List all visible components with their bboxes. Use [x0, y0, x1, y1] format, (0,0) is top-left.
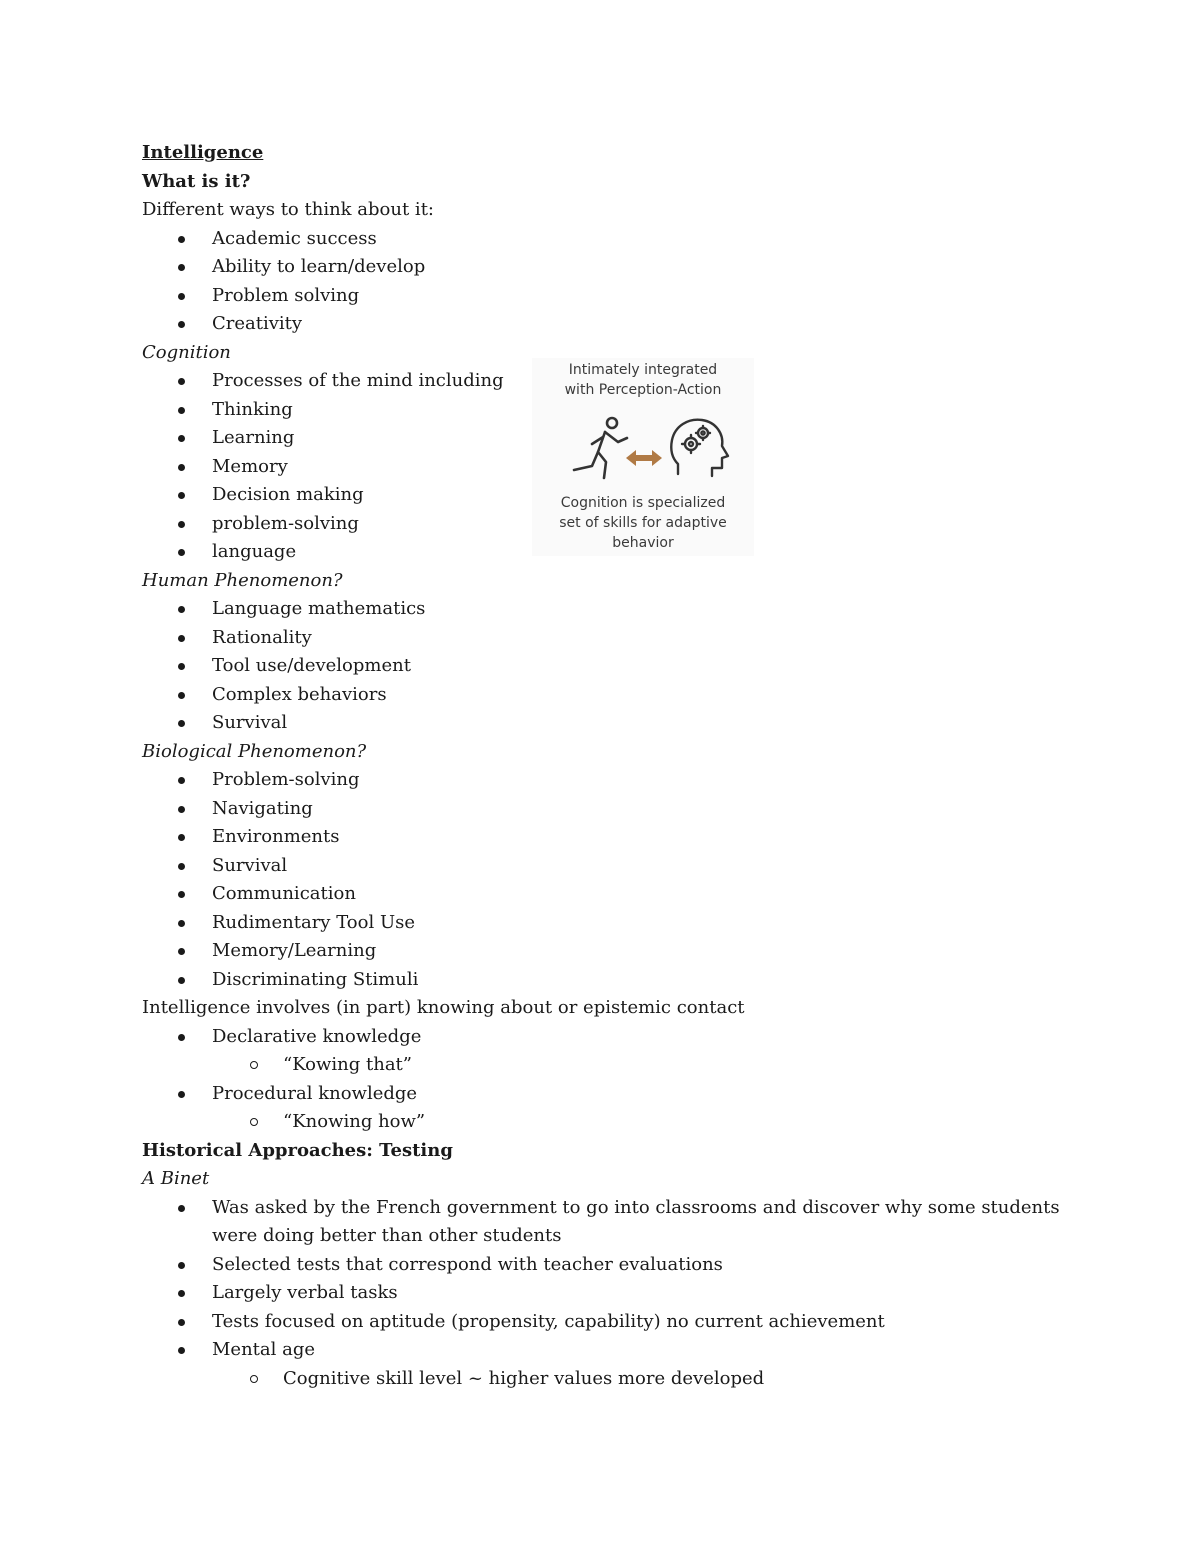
epistemic-intro: Intelligence involves (in part) knowing about or epistemic contact — [142, 997, 745, 1018]
list-item: Creativity — [142, 310, 1082, 339]
head-gears-icon — [671, 420, 728, 476]
list-item: Communication — [142, 880, 1082, 909]
document-body — [142, 139, 1082, 1393]
list-item: Selected tests that correspond with teacher evaluations — [142, 1251, 1082, 1280]
list-item: Decision making — [142, 481, 1082, 510]
cognition-figure — [532, 358, 754, 556]
biological-heading: Biological Phenomenon? — [142, 740, 367, 762]
running-person-icon — [574, 418, 627, 478]
intro-text: Different ways to think about it: — [142, 199, 434, 220]
list-item: Learning — [142, 424, 1082, 453]
section-heading-what: What is it? — [142, 170, 251, 192]
ways-list — [142, 225, 1082, 339]
figure-caption-bottom — [532, 493, 754, 553]
list-item: Ability to learn/develop — [142, 253, 1082, 282]
list-item: Survival — [142, 852, 1082, 881]
list-item: Rationality — [142, 624, 1082, 653]
list-item: Discriminating Stimuli — [142, 966, 1082, 995]
cognition-heading: Cognition — [142, 341, 231, 363]
sub-list-item: “Kowing that” — [142, 1051, 1082, 1080]
list-item: Memory/Learning — [142, 937, 1082, 966]
list-item: Mental age — [142, 1336, 1082, 1365]
list-item: Language mathematics — [142, 595, 1082, 624]
sub-list-item: “Knowing how” — [142, 1108, 1082, 1137]
caption-line: set of skills for adaptive — [559, 515, 727, 531]
list-item: Academic success — [142, 225, 1082, 254]
list-item: Processes of the mind including — [142, 367, 1082, 396]
list-item: Survival — [142, 709, 1082, 738]
double-arrow-icon — [626, 450, 662, 466]
list-item: Complex behaviors — [142, 681, 1082, 710]
biological-list — [142, 766, 1082, 994]
list-item: language — [142, 538, 1082, 567]
figure-caption-top — [532, 360, 754, 400]
historical-heading: Historical Approaches: Testing — [142, 1139, 453, 1161]
human-heading: Human Phenomenon? — [142, 569, 343, 591]
caption-line: behavior — [612, 535, 674, 551]
knowledge-list — [142, 1023, 1082, 1137]
figure-illustration — [532, 410, 754, 490]
list-item: Tests focused on aptitude (propensity, capability) no current achievement — [142, 1308, 1082, 1337]
list-item: Largely verbal tasks — [142, 1279, 1082, 1308]
list-item: Procedural knowledge — [142, 1080, 1082, 1109]
list-item: Problem solving — [142, 282, 1082, 311]
list-item: Rudimentary Tool Use — [142, 909, 1082, 938]
list-item: Was asked by the French government to go into classrooms and discover why some students were doing better than other students — [142, 1194, 1062, 1251]
list-item: Navigating — [142, 795, 1082, 824]
list-item: Problem-solving — [142, 766, 1082, 795]
list-item: Thinking — [142, 396, 1082, 425]
list-item: problem-solving — [142, 510, 1082, 539]
list-item: Declarative knowledge — [142, 1023, 1082, 1052]
human-list — [142, 595, 1082, 738]
caption-line: Cognition is specialized — [560, 495, 726, 511]
page-title: Intelligence — [142, 142, 264, 163]
caption-line: Intimately integrated — [568, 362, 718, 378]
list-item: Memory — [142, 453, 1082, 482]
binet-list — [142, 1194, 1082, 1394]
list-item: Tool use/development — [142, 652, 1082, 681]
binet-subheading: A Binet — [142, 1168, 210, 1189]
caption-line: with Perception-Action — [564, 382, 722, 398]
list-item: Environments — [142, 823, 1082, 852]
sub-list-item: Cognitive skill level ~ higher values more developed — [142, 1365, 1082, 1394]
